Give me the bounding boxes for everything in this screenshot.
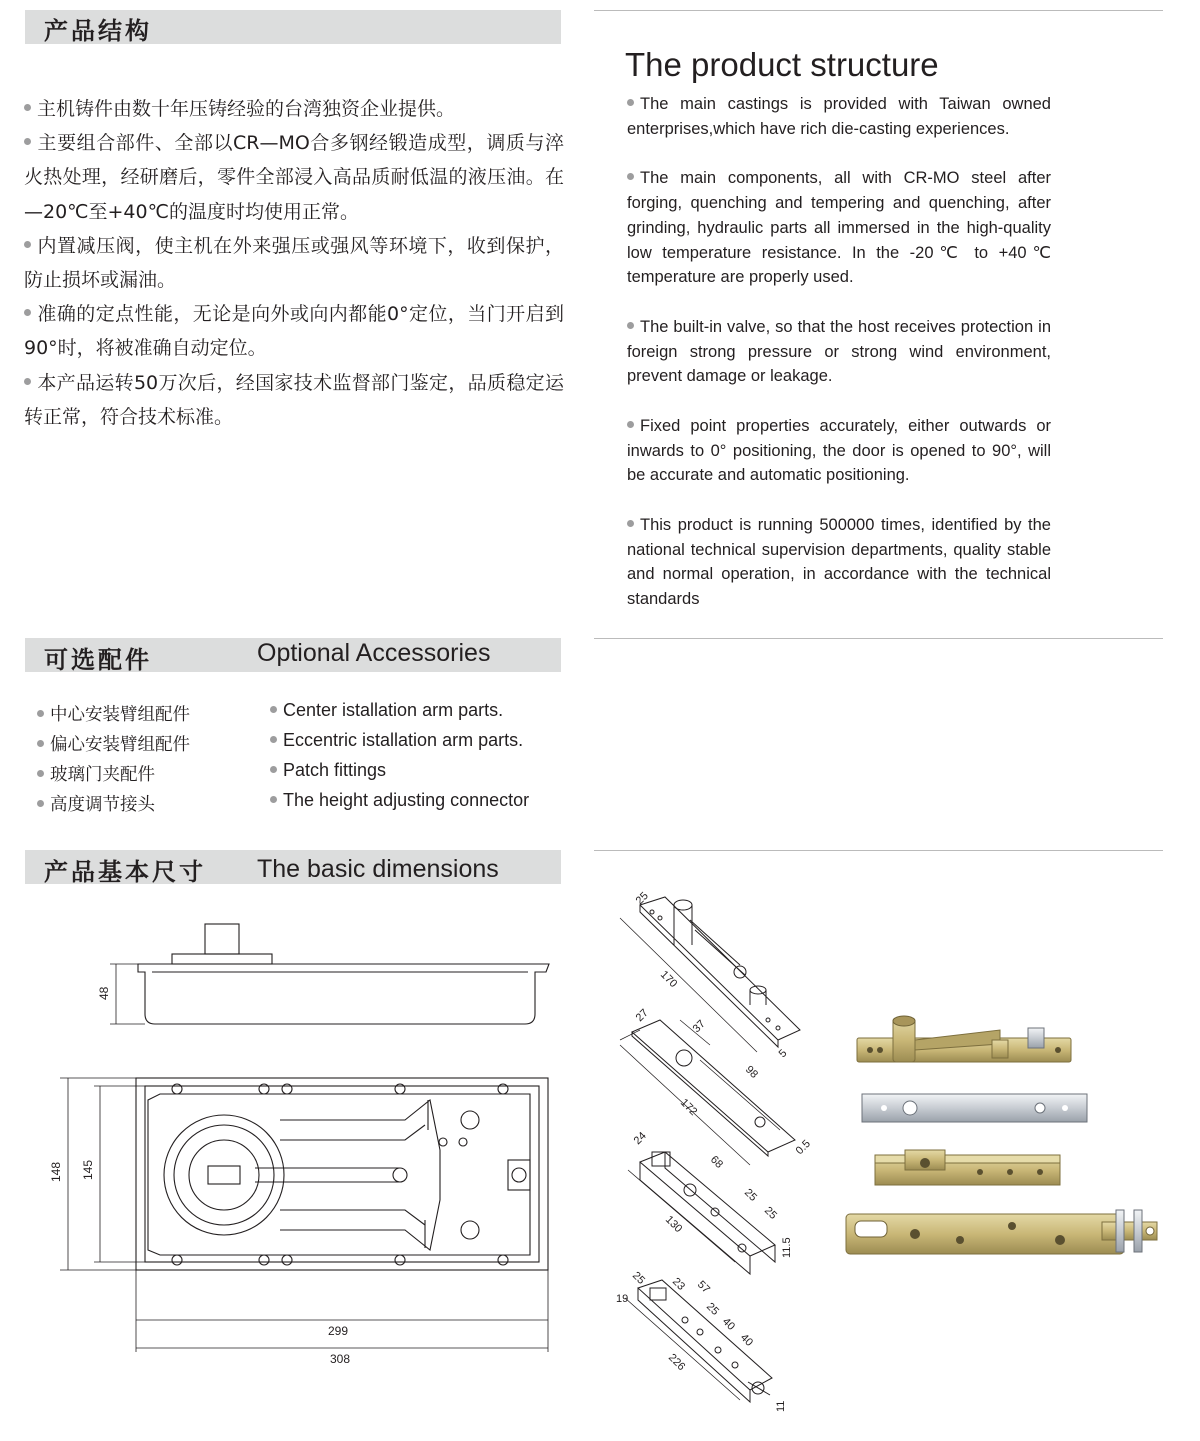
structure-heading-cn: 产品结构: [44, 17, 152, 45]
bottom-rule: [594, 850, 1163, 851]
accessory-item-en: Eccentric istallation arm parts.: [270, 725, 529, 755]
structure-item-en: The built-in valve, so that the host receives protection in foreign strong pressure or strong wind environment, prevent damage or leakage.: [627, 317, 1051, 386]
top-view: [136, 1078, 548, 1270]
structure-item-cn: 本产品运转50万次后，经国家技术监督部门鉴定，品质稳定运转正常，符合技术标准。: [24, 371, 564, 428]
accessory-item-cn: 玻璃门夹配件: [37, 760, 190, 790]
clamp-drawing: [628, 1152, 775, 1274]
structure-item-en: Fixed point properties accurately, either outwards or inwards to 0° positioning, the door is opened to 90°, will be accurate and automatic positioning.: [627, 416, 1051, 485]
accessory-photos: [840, 1005, 1170, 1270]
plate-drawing: [620, 1017, 795, 1165]
structure-list-cn: [24, 92, 564, 434]
bullet-icon: [627, 322, 634, 329]
bullet-icon: [37, 740, 44, 747]
dim-side-height: 48: [97, 986, 111, 1000]
dim-arm2-c: 25: [703, 1300, 722, 1318]
dim-arm2-h: 19: [616, 1293, 629, 1305]
dim-clamp-a: 68: [707, 1153, 726, 1171]
bullet-icon: [24, 309, 31, 316]
accessory-item-cn: 高度调节接头: [37, 790, 190, 820]
bullet-icon: [270, 796, 277, 803]
dim-arm2-a: 23: [669, 1275, 688, 1293]
bullet-icon: [24, 138, 31, 145]
dim-clamp-total: 130: [662, 1213, 685, 1236]
bullet-icon: [24, 241, 31, 248]
dimension-lines: [60, 964, 548, 1352]
structure-item-en: The main castings is provided with Taiwan owned enterprises,which have rich die-casting experiences.: [627, 95, 1051, 138]
bullet-icon: [627, 421, 634, 428]
patch-clamp-photo: [875, 1150, 1060, 1185]
dim-clamp-w: 24: [631, 1129, 649, 1148]
dim-outer-height: 148: [49, 1161, 63, 1182]
dim-arm2-e: 40: [737, 1331, 756, 1349]
structure-list-en: [627, 92, 1051, 637]
structure-item-cn: 准确的定点性能，无论是向外或向内都能0°定位，当门开启到90°时，将被准确自动定位。: [24, 303, 564, 360]
dim-clamp-c: 25: [761, 1204, 780, 1222]
mid-rule: [594, 638, 1163, 639]
accessories-list-en: [270, 695, 529, 815]
structure-item-en: The main components, all with CR-MO steel after forging, quenching and tempering and quenching, after grinding, hydraulic parts all immersed in the high-quality low temperature resistance. In the -20℃ to +40℃ temperature are properly used.: [627, 169, 1051, 287]
dimensions-heading-cn: 产品基本尺寸: [44, 858, 206, 886]
accessory-item-cn: 偏心安装臂组配件: [37, 730, 190, 760]
dim-arm1-w: 25: [633, 889, 651, 908]
dim-plate-len: 98: [742, 1063, 761, 1081]
accessories-heading-en: Optional Accessories: [257, 639, 491, 667]
floor-hinge-drawing: [0, 900, 590, 1380]
accessory-item-en: Center istallation arm parts.: [270, 695, 529, 725]
eccentric-arm-photo: [846, 1210, 1157, 1254]
accessory-item-en: The height adjusting connector: [270, 785, 529, 815]
bullet-icon: [270, 736, 277, 743]
structure-heading-en: The product structure: [625, 46, 939, 83]
top-rule: [594, 10, 1163, 11]
arm-drawing-1: [620, 897, 800, 1052]
dim-plate-t: 0.5: [793, 1137, 813, 1158]
bullet-icon: [627, 99, 634, 106]
dim-arm2-b: 57: [694, 1278, 713, 1296]
dimensions-heading-en: The basic dimensions: [257, 855, 499, 883]
structure-item-cn: 主机铸件由数十年压铸经验的台湾独资企业提供。: [24, 92, 564, 126]
accessory-item-cn: 中心安装臂组配件: [37, 700, 190, 730]
accessories-heading-cn: 可选配件: [44, 646, 152, 674]
accessories-list-cn: [37, 700, 190, 820]
bullet-icon: [37, 800, 44, 807]
bullet-icon: [24, 104, 31, 111]
accessory-item-en: Patch fittings: [270, 755, 529, 785]
dim-arm2-d: 40: [719, 1315, 738, 1333]
dim-outer-width: 308: [330, 1352, 351, 1366]
dim-arm2-w: 25: [629, 1269, 648, 1287]
structure-item-cn: 主要组合部件、全部以CR—MO合多钢经锻造成型，调质与淬火热处理，经研磨后，零件全部浸入高品质耐低温的液压油。在—20℃至+40℃的温度时均使用正常。: [24, 132, 564, 223]
mounting-holes: [172, 1084, 508, 1265]
dim-inner-width: 299: [328, 1324, 349, 1338]
accessory-drawings: [600, 880, 840, 1420]
glass-plate-photo: [862, 1094, 1087, 1122]
center-arm-photo: [857, 1016, 1071, 1062]
bullet-icon: [37, 710, 44, 717]
dim-plate-total: 172: [677, 1096, 700, 1119]
bullet-icon: [270, 706, 277, 713]
bullet-icon: [37, 770, 44, 777]
structure-item-cn: 内置减压阀，使主机在外来强压或强风等环境下，收到保护，防止损坏或漏油。: [24, 234, 564, 292]
bullet-icon: [24, 378, 31, 385]
dim-arm1-l: 170: [657, 968, 680, 991]
dim-clamp-b: 25: [741, 1186, 760, 1204]
dim-arm1-t: 5: [776, 1047, 790, 1061]
bullet-icon: [627, 520, 634, 527]
bullet-icon: [627, 173, 634, 180]
dim-plate-w: 27: [633, 1006, 651, 1025]
side-view: [138, 924, 549, 1024]
bullet-icon: [270, 766, 277, 773]
structure-item-en: This product is running 500000 times, identified by the national technical supervision departments, quality stable and normal operation, in accordance with the technical standards: [627, 515, 1051, 609]
dim-arm2-t: 11: [775, 1400, 787, 1412]
dim-arm2-total: 226: [665, 1351, 688, 1374]
dim-plate-hole: 37: [690, 1017, 708, 1036]
dim-inner-height: 145: [81, 1159, 95, 1180]
dim-clamp-h: 11.5: [781, 1237, 793, 1258]
